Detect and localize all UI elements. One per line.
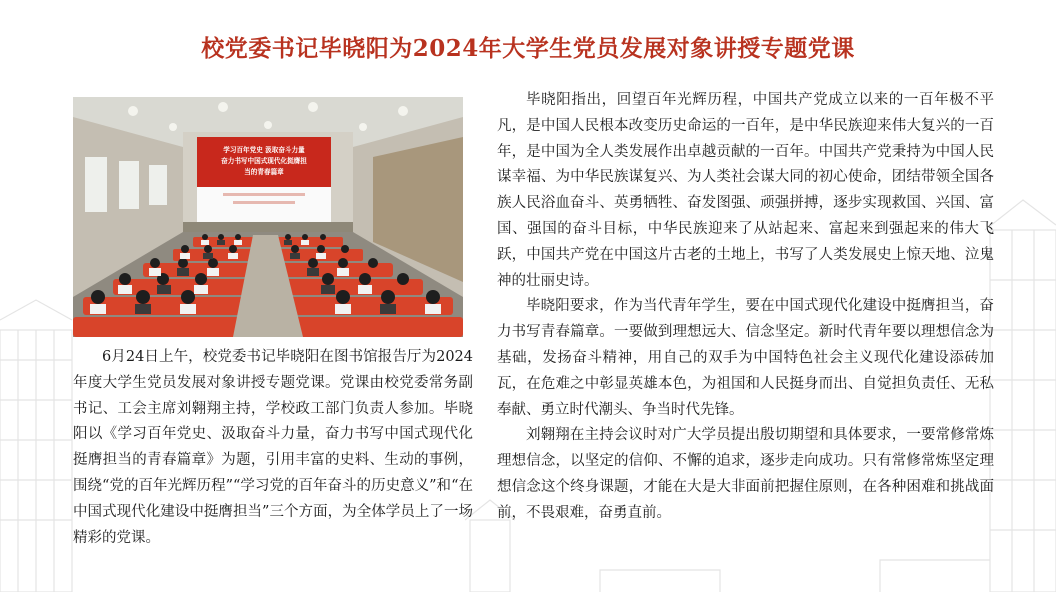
intro-paragraph: 6月24日上午，校党委书记毕晓阳在图书馆报告厅为2024年度大学生党员发展对象讲授专题党课。党课由校党委常务副书记、工会主席刘翱翔主持，学校政工部门负责人参加。毕晓阳以《学习百年党史、汲取奋斗力量，奋力书写中国式现代化挺膺担当的青春篇章》为题，引用丰富的史料、生动的事例，围绕“党的百年光辉历程”“学习党的百年奋斗的历史意义”和“在中国式现代化建设中挺膺担当”三个方面，为全体学员上了一场精彩的党课。 [73, 349, 473, 546]
body-paragraph-1: 毕晓阳指出，回望百年光辉历程，中国共产党成立以来的一百年极不平凡，是中国人民根本改变历史命运的一百年，是中华民族迎来伟大复兴的一百年，是中国为全人类发展作出卓越贡献的一百年。中国共产党秉持为中国人民谋幸福、为中华民族谋复兴、为人类社会谋大同的初心使命，团结带领全国各族人民浴血奋斗、英勇牺牲、奋发图强、顽强拼搏，逐步实现救国、兴国、富国、强国的奋斗目标，中华民族迎来了从站起来、富起来到强起来的伟大飞跃，中国共产党在中国这片古老的土地上，书写了人类发展史上惊天地、泣鬼神的壮丽史诗。 [497, 92, 994, 289]
body-paragraph-block [497, 88, 994, 527]
intro-paragraph-block [73, 345, 473, 551]
page-title: 校党委书记毕晓阳为2024年大学生党员发展对象讲授专题党课 [201, 35, 855, 62]
body-paragraph-2: 毕晓阳要求，作为当代青年学生，要在中国式现代化建设中挺膺担当，奋力书写青春篇章。一要做到理想远大、信念坚定。新时代青年要以理想信念为基础，发扬奋斗精神，用自己的双手为中国特色社会主义现代化建设添砖加瓦，在危难之中彰显英雄本色，为祖国和人民挺身而出、自觉担负责任、无私奉献、勇立时代潮头、争当时代先锋。 [497, 298, 994, 418]
screen-line-1: 学习百年党史 汲取奋斗力量 [223, 146, 305, 154]
lecture-hall-photo [73, 97, 463, 337]
screen-line-2: 奋力书写中国式现代化挺膺担 [221, 157, 307, 165]
screen-line-3: 当的青春篇章 [244, 168, 284, 176]
body-paragraph-3: 刘翱翔在主持会议时对广大学员提出殷切期望和具体要求，一要常修常炼理想信念，以坚定的信仰、不懈的追求，逐步走向成功。只有常修常炼坚定理想信念这个终身课题，才能在大是大非面前把握住原则，在各种困难和挑战面前，不畏艰难，奋勇直前。 [497, 427, 994, 521]
